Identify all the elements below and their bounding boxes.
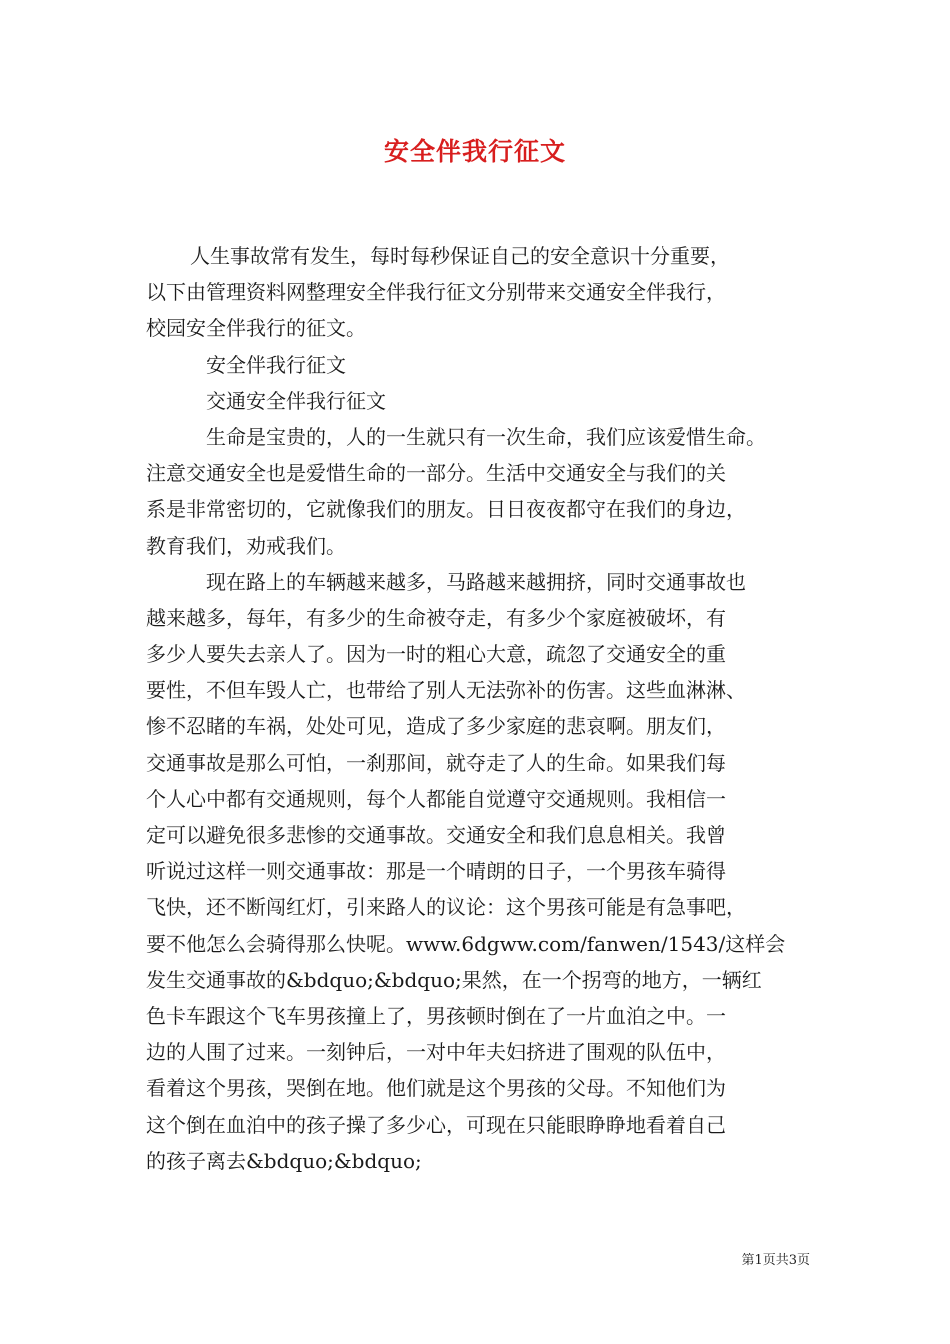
body-line: 人生事故常有发生，每时每秒保证自己的安全意识十分重要，	[190, 244, 730, 268]
body-line: 交通事故是那么可怕，一刹那间，就夺走了人的生命。如果我们每	[146, 750, 726, 775]
body-line: 要不他怎么会骑得那么快呢。www.6dgww.com/fanwen/1543/这样会	[146, 931, 786, 956]
body-line: 的孩子离去&bdquo;&bdquo;	[146, 1148, 422, 1173]
body-line: 生命是宝贵的，人的一生就只有一次生命，我们应该爱惜生命。	[206, 424, 766, 449]
section-heading: 安全伴我行征文	[206, 352, 346, 377]
page-number: 第1页共3页	[741, 1253, 810, 1268]
body-line: 听说过这样一则交通事故：那是一个晴朗的日子，一个男孩车骑得	[146, 859, 726, 884]
document-body	[146, 238, 826, 1179]
body-line: 个人心中都有交通规则，每个人都能自觉遵守交通规则。我相信一	[146, 786, 726, 811]
body-line: 校园安全伴我行的征文。	[146, 316, 366, 341]
body-line: 教育我们，劝戒我们。	[146, 533, 346, 558]
body-line: 定可以避免很多悲惨的交通事故。交通安全和我们息息相关。我曾	[146, 823, 726, 847]
body-line: 注意交通安全也是爱惜生命的一部分。生活中交通安全与我们的关	[146, 461, 726, 486]
body-line: 色卡车跟这个飞车男孩撞上了，男孩顿时倒在了一片血泊之中。一	[146, 1003, 726, 1028]
body-line: 现在路上的车辆越来越多，马路越来越拥挤，同时交通事故也	[206, 569, 746, 594]
body-line: 飞快，还不断闯红灯，引来路人的议论：这个男孩可能是有急事吧，	[146, 895, 746, 920]
document-title: 安全伴我行征文	[383, 137, 566, 166]
body-line: 这个倒在血泊中的孩子操了多少心，可现在只能眼睁睁地看着自己	[146, 1112, 726, 1137]
body-line: 多少人要失去亲人了。因为一时的粗心大意，疏忽了交通安全的重	[146, 642, 726, 667]
body-line: 越来越多，每年，有多少的生命被夺走，有多少个家庭被破坏，有	[146, 605, 726, 630]
body-line: 发生交通事故的&bdquo;&bdquo;果然，在一个拐弯的地方，一辆红	[146, 967, 762, 992]
section-heading: 交通安全伴我行征文	[206, 388, 386, 413]
body-line: 要性，不但车毁人亡，也带给了别人无法弥补的伤害。这些血淋淋、	[146, 678, 746, 703]
body-line: 以下由管理资料网整理安全伴我行征文分别带来交通安全伴我行，	[146, 280, 726, 305]
body-line: 惨不忍睹的车祸，处处可见，造成了多少家庭的悲哀啊。朋友们，	[146, 714, 726, 739]
body-line: 系是非常密切的，它就像我们的朋友。日日夜夜都守在我们的身边，	[146, 497, 746, 522]
body-line: 看着这个男孩，哭倒在地。他们就是这个男孩的父母。不知他们为	[146, 1076, 726, 1101]
body-line: 边的人围了过来。一刻钟后，一对中年夫妇挤进了围观的队伍中，	[146, 1040, 726, 1065]
